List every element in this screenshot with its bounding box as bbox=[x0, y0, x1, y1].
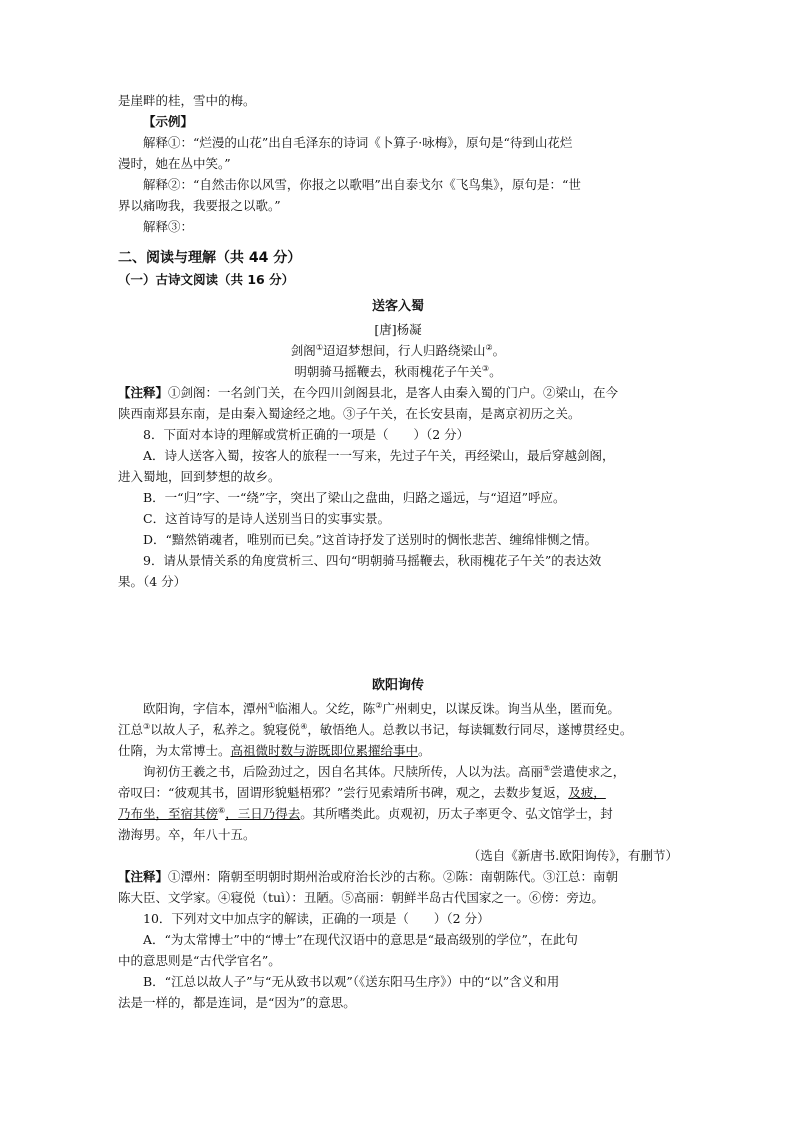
poem-notes-line-2: 陕西南郑县东南，是由秦入蜀途经之地。③子午关，在长安县南，是离京初历之关。 bbox=[118, 406, 581, 421]
poem-line-1-a: 剑阁 bbox=[290, 343, 316, 358]
prose-text: 。 bbox=[418, 743, 431, 758]
footnote-mark: ① bbox=[268, 700, 276, 710]
example-1-line-1: 解释①：“烂漫的山花”出自毛泽东的诗词《卜算子·咏梅》，原句是“待到山花烂 bbox=[143, 135, 573, 150]
example-2-line-2: 界以痛吻我，我要报之以歌。” bbox=[118, 198, 281, 213]
footnote-mark: ③ bbox=[481, 363, 490, 373]
section-2-subtitle: （一）古诗文阅读（共 16 分） bbox=[118, 272, 295, 287]
poem-title: 送客入蜀 bbox=[371, 299, 424, 314]
poem-author: [唐]杨凝 bbox=[374, 322, 422, 337]
example-label: 【示例】 bbox=[143, 114, 194, 129]
example-3: 解释③： bbox=[143, 219, 194, 234]
question-8-option-a-1: A．诗人送客入蜀，按客人的旅程一一写来，先过子午关，再经梁山，最后穿越剑阁， bbox=[143, 448, 615, 463]
footnote-mark: ② bbox=[375, 700, 383, 710]
prose-p2-line-4: 渤海男。卒，年八十五。 bbox=[118, 827, 256, 842]
prose-source: （选自《新唐书.欧阳询传》，有删节） bbox=[467, 848, 678, 863]
prose-text: 临湘人。父纥，陈 bbox=[275, 701, 376, 716]
footnote-mark: ② bbox=[485, 342, 493, 352]
example-1-line-2: 漫时，她在丛中笑。” bbox=[118, 156, 231, 171]
question-8-option-d: D．“黯然销魂者，唯别而已矣。”这首诗抒发了送别时的惆怅悲苦、缠绵悱恻之情。 bbox=[143, 532, 598, 547]
prose-text: 询初仿王羲之书，后险劲过之，因自名其体。尺牍所传，人以为法。高丽 bbox=[143, 764, 544, 779]
prose-text: 。其所嗜类此。贞观初，历太子率更令、弘文馆学士，封 bbox=[300, 806, 613, 821]
document-page bbox=[118, 90, 678, 1013]
prose-notes-text-1: ①潭州：隋朝至明朝时期州治或府治长沙的古称。②陈：南朝陈代。③江总：南朝 bbox=[168, 869, 619, 884]
underlined-sentence: 及疲， bbox=[568, 785, 606, 800]
question-9-line-1: 9．请从景情关系的角度赏析三、四句“明朝骑马摇鞭去，秋雨槐花子午关”的表达效 bbox=[143, 553, 602, 568]
footnote-mark: ① bbox=[315, 342, 323, 352]
prose-text: ，敏悟绝人。总教以书记，每读辄数行同尽，遂博贯经史。 bbox=[307, 722, 633, 737]
answer-space bbox=[118, 592, 678, 670]
footnote-mark: ⑥ bbox=[218, 805, 226, 815]
question-10-option-a-2: 中的意思则是“古代学官名”。 bbox=[118, 953, 281, 968]
poem-notes-line-1 bbox=[118, 382, 678, 403]
prose-notes-label: 【注释】 bbox=[118, 869, 169, 884]
prose-p1-line-1 bbox=[118, 698, 678, 719]
underlined-sentence: 乃布坐，至宿其傍 bbox=[118, 806, 219, 821]
poem-line-2 bbox=[118, 361, 678, 382]
footnote-mark: ⑤ bbox=[543, 763, 551, 773]
prose-notes-line-1 bbox=[118, 866, 678, 887]
underlined-sentence: 高祖微时数与游既即位累擢给事中 bbox=[230, 743, 419, 758]
poem-line-1 bbox=[118, 340, 678, 361]
footnote-mark: ④ bbox=[300, 721, 308, 731]
poem-notes-label: 【注释】 bbox=[118, 385, 169, 400]
intro-line: 是崖畔的桂，雪中的梅。 bbox=[118, 93, 256, 108]
prose-text: 帝叹曰：“彼观其书，固谓形貌魁梧邪？”尝行见索靖所书碑，观之，去数步复返， bbox=[118, 785, 569, 800]
question-10-option-b-1: B．“江总以故人子”与“无从致书以观”（《送东阳马生序》）中的“以”含义和用 bbox=[143, 974, 560, 989]
question-10-stem: 10．下列对文中加点字的解读，正确的一项是（ ）（2 分） bbox=[143, 911, 490, 926]
prose-p2-line-3 bbox=[118, 803, 678, 824]
question-10-option-b-2: 法是一样的，都是连词，是“因为”的意思。 bbox=[118, 995, 356, 1010]
poem-line-2-c: 。 bbox=[489, 364, 502, 379]
underlined-sentence: ，三日乃得去 bbox=[225, 806, 301, 821]
question-8-option-a-2: 进入蜀地，回到梦想的故乡。 bbox=[118, 469, 281, 484]
poem-line-1-c: 。 bbox=[492, 343, 506, 358]
section-2-title: 二、阅读与理解（共 44 分） bbox=[118, 250, 302, 266]
poem-notes-text-1: ①剑阁：一名剑门关，在今四川剑阁县北，是客人由秦入蜀的门户。②梁山，在今 bbox=[168, 385, 619, 400]
prose-p1-line-3 bbox=[118, 740, 678, 761]
prose-p2-line-1 bbox=[118, 761, 678, 782]
prose-p1-line-2 bbox=[118, 719, 678, 740]
poem-line-2-a: 明朝骑马摇鞭去，秋雨槐花子午关 bbox=[294, 364, 482, 379]
question-10-option-a-1: A．“为太常博士”中的“博士”在现代汉语中的意思是“最高级别的学位”，在此句 bbox=[143, 932, 578, 947]
prose-text: 江总 bbox=[118, 722, 144, 737]
prose-text: 欧阳询，字信本，潭州 bbox=[143, 701, 269, 716]
prose-text: 尝遣使求之， bbox=[550, 764, 626, 779]
example-2-line-1: 解释②：“自然击你以风雪，你报之以歌唱”出自泰戈尔《飞鸟集》，原句是：“世 bbox=[143, 177, 581, 192]
poem-line-1-b: 迢迢梦想间，行人归路绕梁山 bbox=[322, 343, 486, 358]
prose-p2-line-2 bbox=[118, 782, 678, 803]
question-8-option-b: B．一“归”字、一“绕”字，突出了梁山之盘曲，归路之遥远，与“迢迢”呼应。 bbox=[143, 490, 566, 505]
question-8-stem: 8．下面对本诗的理解或赏析正确的一项是（ ）（2 分） bbox=[143, 427, 470, 442]
prose-text: 以故人子，私养之。貌寝侻 bbox=[150, 722, 301, 737]
question-9-line-2: 果。（4 分） bbox=[118, 574, 187, 589]
prose-title: 欧阳询传 bbox=[371, 678, 424, 693]
prose-text: 仕隋，为太常博士。 bbox=[118, 743, 231, 758]
footnote-mark: ③ bbox=[143, 721, 151, 731]
prose-notes-line-2: 陈大臣、文学家。④寝侻（tuì）：丑陋。⑤高丽：朝鲜半岛古代国家之一。⑥傍：旁边。 bbox=[118, 890, 604, 905]
prose-text: 广州刺史，以谋反诛。询当从坐，匿而免。 bbox=[382, 701, 620, 716]
question-8-option-c: C．这首诗写的是诗人送别当日的实事实景。 bbox=[143, 511, 391, 526]
